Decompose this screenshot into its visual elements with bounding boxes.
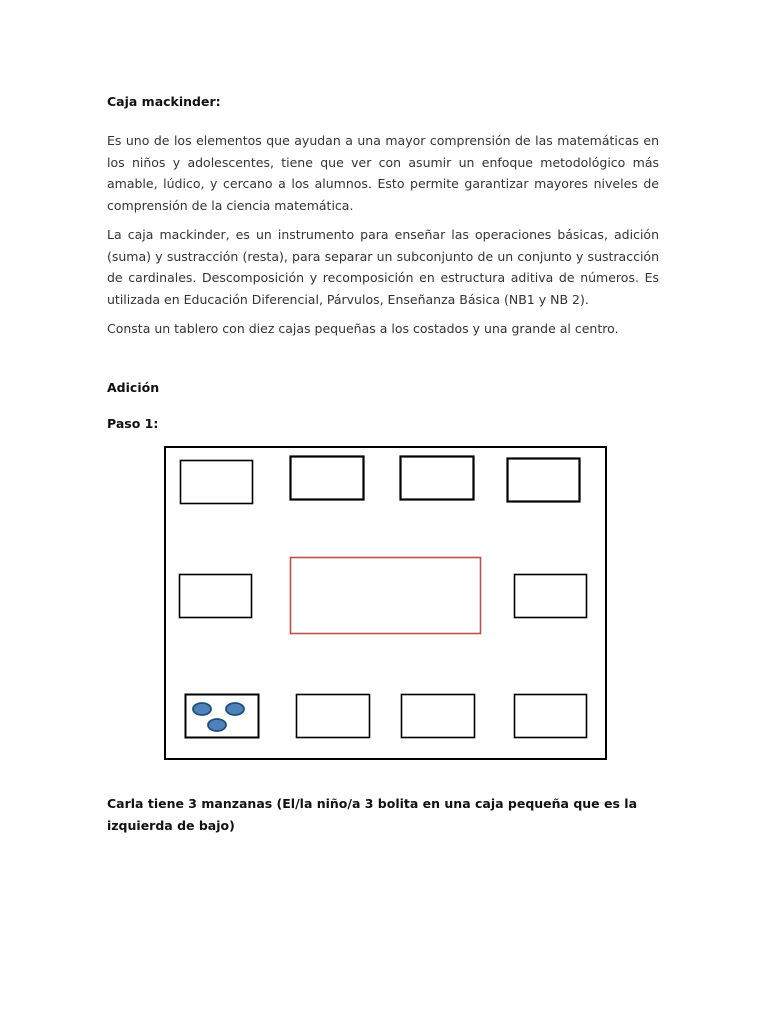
small-box-top-4 xyxy=(508,459,580,502)
small-box-top-1 xyxy=(181,461,253,504)
ball-3 xyxy=(208,719,226,731)
paragraph-board-description: Consta un tablero con diez cajas pequeñas a los costados y una grande al centro. xyxy=(107,321,619,336)
mackinder-board-diagram xyxy=(164,446,607,760)
small-box-middle-right xyxy=(515,575,587,618)
small-box-middle-left xyxy=(180,575,252,618)
small-box-bottom-1 xyxy=(186,695,259,738)
ball-2 xyxy=(226,703,244,715)
section-heading: Adición xyxy=(107,380,160,395)
center-large-box xyxy=(291,558,481,634)
document-title: Caja mackinder: xyxy=(107,94,221,109)
ball-1 xyxy=(193,703,211,715)
small-box-top-3 xyxy=(401,457,474,500)
paragraph-description: La caja mackinder, es un instrumento para enseñar las operaciones básicas, adición (suma) y sustracción (resta), para separar un subconjunto de un conjunto y sustracción de cardinales. Descomposición y recomposición en estructura aditiva de números. Es utilizada en Educación Diferencial, Párvulos, Enseñanza Básica (NB1 y NB 2). xyxy=(107,227,659,308)
small-box-bottom-4 xyxy=(515,695,587,738)
small-box-bottom-2 xyxy=(297,695,370,738)
small-box-top-2 xyxy=(291,457,364,500)
step-caption: Carla tiene 3 manzanas (El/la niño/a 3 bolita en una caja pequeña que es la izquierda de bajo) xyxy=(107,796,637,833)
paragraph-definition: Es uno de los elementos que ayudan a una mayor comprensión de las matemáticas en los niños y adolescentes, tiene que ver con asumir un enfoque metodológico más amable, lúdico, y cercano a los alumnos. Esto permite garantizar mayores niveles de comprensión de la ciencia matemática. xyxy=(107,133,659,214)
small-box-bottom-3 xyxy=(402,695,475,738)
step-label: Paso 1: xyxy=(107,416,159,431)
